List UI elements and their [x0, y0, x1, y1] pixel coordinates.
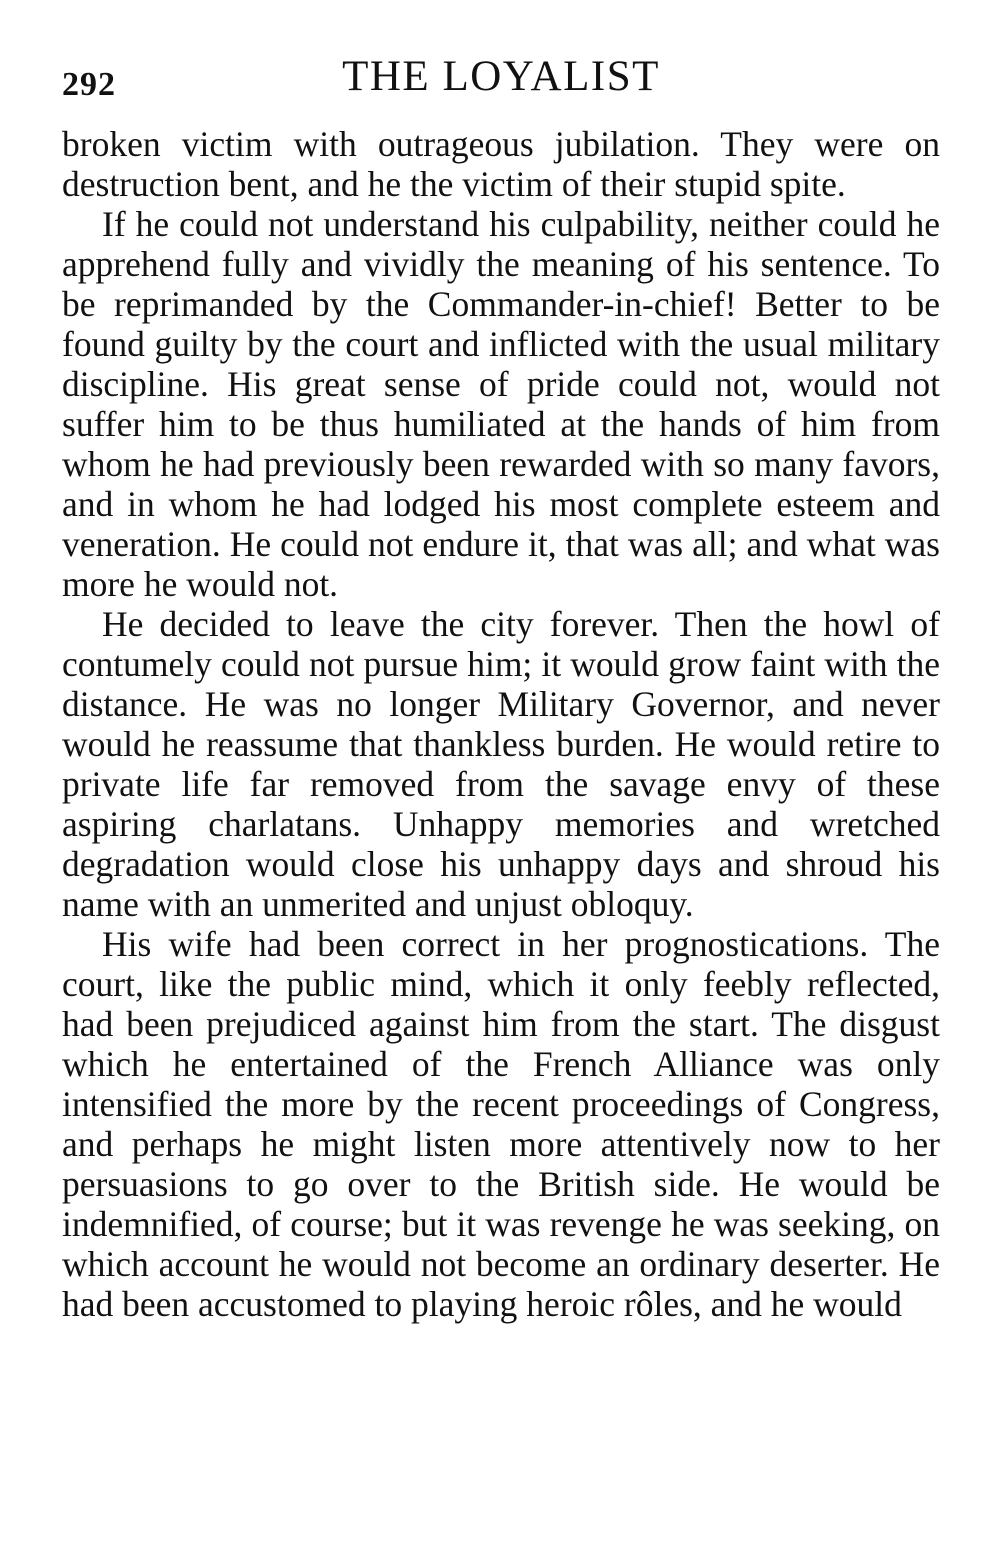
- paragraph-continued: broken victim with outrageous jubilation. They were on destruction bent, and he the victim of their stupid spite.: [62, 124, 940, 204]
- paragraph-culpability: If he could not understand his culpability, neither could he apprehend fully and vividly the meaning of his sentence. To be reprimanded by the Commander-in-chief! Better to be found guilty by the court and inflicted with the usual military discipline. His great sense of pride could not, would not suffer him to be thus humiliated at the hands of him from whom he had previously been rewarded with so many favors, and in whom he had lodged his most complete esteem and veneration. He could not endure it, that was all; and what was more he would not.: [62, 204, 940, 604]
- book-title: THE LOYALIST: [342, 53, 660, 100]
- running-head: [62, 52, 940, 112]
- paragraph-wife-prognostications: His wife had been correct in her prognostications. The court, like the public mind, which it only feebly reflected, had been prejudiced against him from the start. The disgust which he entertained of the French Alliance was only intensified the more by the recent proceedings of Congress, and perhaps he might listen more attentively now to her persuasions to go over to the British side. He would be indemnified, of course; but it was revenge he was seeking, on which account he would not become an ordinary deserter. He had been accustomed to playing heroic rôles, and he would: [62, 924, 940, 1324]
- body-text: [62, 124, 940, 1324]
- paragraph-leave-city: He decided to leave the city forever. Then the howl of contumely could not pursue him; it would grow faint with the distance. He was no longer Military Governor, and never would he reassume that thankless burden. He would retire to private life far removed from the savage envy of these aspiring charlatans. Unhappy memories and wretched degradation would close his unhappy days and shroud his name with an unmerited and unjust obloquy.: [62, 604, 940, 924]
- page-number: 292: [62, 66, 116, 103]
